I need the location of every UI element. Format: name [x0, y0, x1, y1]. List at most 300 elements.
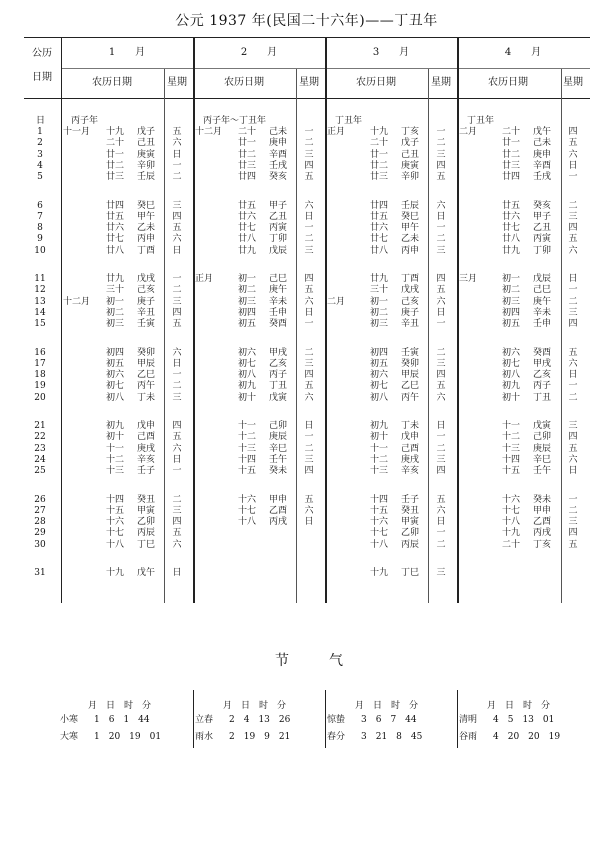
solar-term-name: 春分	[327, 732, 346, 742]
weekday: 五	[304, 285, 314, 296]
lunar-day: 廿五	[502, 200, 521, 211]
lunar-day: 廿三	[106, 172, 125, 183]
weekday: 日	[568, 466, 578, 477]
weekday: 一	[568, 172, 578, 183]
weekday: 一	[436, 432, 446, 443]
ganzhi: 甲申	[269, 494, 288, 505]
weekday: 一	[568, 285, 578, 296]
lunar-day: 十二	[370, 454, 389, 465]
lunar-day: 廿二	[370, 160, 389, 171]
weekday: 二	[304, 443, 314, 454]
lunar-day: 初八	[502, 370, 521, 381]
ganzhi: 丁卯	[533, 245, 552, 256]
weekday: 六	[304, 296, 314, 307]
ganzhi: 辛丑	[401, 319, 420, 330]
day-number: 23	[34, 443, 46, 454]
lunar-day: 初二	[106, 307, 125, 318]
lunar-day: 初一	[370, 296, 389, 307]
lunar-day: 初九	[238, 381, 257, 392]
day-number: 10	[34, 245, 46, 256]
day-number: 31	[34, 568, 46, 578]
ganzhi: 丁丑	[533, 392, 552, 403]
ganzhi: 乙巳	[137, 370, 156, 381]
ganzhi: 丁卯	[269, 234, 288, 245]
lunar-day: 初七	[106, 381, 125, 392]
day-number: 17	[34, 358, 46, 369]
ganzhi: 乙未	[401, 234, 420, 245]
solar-terms-header: 月 日 时 分	[355, 701, 419, 711]
lunar-day: 初四	[238, 307, 257, 318]
lunar-day: 初十	[238, 392, 257, 403]
ganzhi: 戊子	[137, 127, 156, 137]
weekday: 二	[436, 443, 446, 454]
nongli-header: 农历日期	[488, 77, 528, 88]
lunar-day: 十五	[502, 466, 521, 477]
ganzhi: 壬午	[269, 454, 288, 465]
weekday: 日	[172, 454, 182, 465]
ganzhi: 辛酉	[533, 160, 552, 171]
lunar-day: 廿九	[370, 274, 389, 284]
day-number: 6	[37, 200, 43, 211]
ganzhi: 癸亥	[533, 200, 552, 211]
ganzhi: 庚戌	[137, 443, 156, 454]
solar-term-name: 小寒	[60, 715, 79, 725]
ganzhi: 庚子	[137, 296, 156, 307]
lunar-month-label: 二月	[327, 296, 346, 307]
ganzhi: 甲寅	[137, 505, 156, 516]
ganzhi: 己巳	[533, 285, 552, 296]
ganzhi: 壬子	[137, 466, 156, 477]
lunar-day: 十四	[238, 454, 257, 465]
ganzhi: 壬申	[269, 307, 288, 318]
ganzhi: 癸酉	[269, 319, 288, 330]
weekday: 一	[436, 319, 446, 330]
lunar-day: 初四	[370, 347, 389, 358]
weekday: 五	[568, 234, 578, 245]
weekday: 四	[172, 517, 182, 528]
lunar-day: 十八	[370, 539, 389, 550]
ganzhi: 戊午	[533, 127, 552, 137]
ganzhi: 癸丑	[401, 505, 420, 516]
day-number: 11	[34, 274, 46, 284]
lunar-day: 二十	[106, 138, 125, 149]
lunar-day: 十三	[502, 443, 521, 454]
ganzhi: 乙卯	[137, 517, 156, 528]
lunar-day: 廿二	[238, 149, 257, 160]
ganzhi: 辛未	[533, 307, 552, 318]
ganzhi: 己亥	[137, 285, 156, 296]
solar-terms-title: 节气	[275, 653, 383, 669]
lunar-day: 十六	[106, 517, 125, 528]
ganzhi: 庚辰	[269, 432, 288, 443]
ganzhi: 丙寅	[533, 234, 552, 245]
lunar-day: 初六	[106, 370, 125, 381]
ganzhi: 丁亥	[533, 539, 552, 550]
lunar-day: 十七	[106, 528, 125, 539]
lunar-day: 廿七	[370, 234, 389, 245]
day-number: 15	[34, 319, 46, 330]
weekday: 四	[568, 528, 578, 539]
ganzhi: 癸巳	[137, 200, 156, 211]
nongli-header: 农历日期	[92, 77, 132, 88]
month-header-3: 3 月	[372, 47, 410, 58]
day-number: 30	[34, 539, 46, 550]
lunar-day: 初七	[238, 358, 257, 369]
ganzhi: 壬辰	[401, 200, 420, 211]
ganzhi: 辛亥	[137, 454, 156, 465]
lunar-day: 二十	[370, 138, 389, 149]
weekday: 三	[436, 454, 446, 465]
weekday: 五	[436, 285, 446, 296]
lunar-day: 十七	[370, 528, 389, 539]
lunar-day: 三十	[106, 285, 125, 296]
lunar-day: 十三	[370, 466, 389, 477]
weekday: 一	[568, 381, 578, 392]
lunar-day: 十七	[238, 505, 257, 516]
weekday: 日	[304, 421, 314, 431]
lunar-day: 初二	[238, 285, 257, 296]
lunar-day: 十四	[370, 494, 389, 505]
weekday: 三	[172, 392, 182, 403]
day-number: 13	[34, 296, 46, 307]
weekday: 一	[304, 432, 314, 443]
solar-term-name: 立春	[195, 715, 214, 725]
day-number: 16	[34, 347, 46, 358]
weekday-header: 星期	[563, 77, 583, 88]
nongli-header: 农历日期	[224, 77, 264, 88]
weekday: 四	[304, 370, 314, 381]
weekday: 四	[172, 421, 182, 431]
ganzhi: 甲辰	[137, 358, 156, 369]
lunar-day: 初二	[502, 285, 521, 296]
lunar-day: 初六	[238, 347, 257, 358]
lunar-day: 廿四	[370, 200, 389, 211]
lunar-day: 初三	[238, 296, 257, 307]
ganzhi: 乙巳	[401, 381, 420, 392]
ganzhi: 丙子	[269, 370, 288, 381]
weekday: 日	[304, 307, 314, 318]
weekday: 四	[304, 160, 314, 171]
weekday: 六	[172, 234, 182, 245]
lunar-day: 廿五	[106, 211, 125, 222]
lunar-day: 初四	[106, 347, 125, 358]
weekday: 三	[436, 358, 446, 369]
lunar-month-label: 十二月	[63, 296, 91, 307]
lunar-day: 廿一	[502, 138, 521, 149]
ganzhi: 庚辰	[533, 443, 552, 454]
lunar-month-label: 正月	[327, 127, 346, 137]
ganzhi: 甲寅	[401, 517, 420, 528]
ganzhi: 丁酉	[401, 274, 420, 284]
ganzhi: 戊戌	[401, 285, 420, 296]
ganzhi: 壬申	[533, 319, 552, 330]
solar-term-values: 3 21 8 45	[361, 732, 423, 742]
ganzhi: 庚寅	[137, 149, 156, 160]
lunar-day: 初十	[502, 392, 521, 403]
lunar-day: 初八	[106, 392, 125, 403]
ganzhi: 丁未	[137, 392, 156, 403]
lunar-day: 十二	[238, 432, 257, 443]
weekday: 五	[568, 443, 578, 454]
weekday: 日	[436, 307, 446, 318]
ganzhi: 辛未	[269, 296, 288, 307]
lunar-day: 初八	[370, 392, 389, 403]
ganzhi: 壬戌	[533, 172, 552, 183]
lunar-day: 廿八	[238, 234, 257, 245]
ganzhi: 丙子	[533, 381, 552, 392]
year-label: 丁丑年	[335, 116, 363, 126]
lunar-day: 十一	[106, 443, 125, 454]
lunar-day: 廿三	[502, 160, 521, 171]
lunar-day: 廿四	[238, 172, 257, 183]
weekday: 日	[172, 245, 182, 256]
ganzhi: 戊申	[137, 421, 156, 431]
lunar-day: 十三	[238, 443, 257, 454]
lunar-day: 十四	[106, 494, 125, 505]
weekday: 二	[172, 381, 182, 392]
ganzhi: 辛卯	[401, 172, 420, 183]
weekday: 二	[304, 347, 314, 358]
weekday: 二	[568, 200, 578, 211]
lunar-day: 十三	[106, 466, 125, 477]
lunar-day: 初五	[502, 319, 521, 330]
weekday: 二	[568, 505, 578, 516]
ganzhi: 乙丑	[533, 223, 552, 234]
ganzhi: 壬寅	[401, 347, 420, 358]
ganzhi: 丙午	[401, 392, 420, 403]
ganzhi: 壬辰	[137, 172, 156, 183]
lunar-day: 廿六	[238, 211, 257, 222]
ganzhi: 癸未	[269, 466, 288, 477]
ganzhi: 甲午	[137, 211, 156, 222]
lunar-day: 廿九	[238, 245, 257, 256]
lunar-month-label: 二月	[459, 127, 478, 137]
solar-terms-header: 月 日 时 分	[223, 701, 287, 711]
solar-term-values: 2 4 13 26	[229, 715, 291, 725]
weekday: 四	[568, 127, 578, 137]
weekday: 五	[304, 172, 314, 183]
weekday: 五	[172, 319, 182, 330]
ganzhi: 戊子	[401, 138, 420, 149]
ganzhi: 癸卯	[401, 358, 420, 369]
lunar-day: 三十	[370, 285, 389, 296]
lunar-day: 十二	[502, 432, 521, 443]
weekday: 六	[568, 245, 578, 256]
lunar-day: 廿五	[238, 200, 257, 211]
lunar-day: 廿七	[106, 234, 125, 245]
lunar-day: 初五	[106, 358, 125, 369]
weekday: 日	[172, 568, 182, 578]
weekday: 一	[436, 528, 446, 539]
lunar-month-label: 十一月	[63, 127, 91, 137]
weekday: 日	[436, 421, 446, 431]
day-number: 4	[37, 160, 43, 171]
ganzhi: 癸酉	[533, 347, 552, 358]
weekday: 一	[568, 494, 578, 505]
day-number: 24	[34, 454, 46, 465]
lunar-month-label: 三月	[459, 274, 478, 284]
weekday: 一	[172, 466, 182, 477]
lunar-day: 初七	[502, 358, 521, 369]
day-number: 20	[34, 392, 46, 403]
solar-term-name: 大寒	[60, 732, 79, 742]
solar-terms-header: 月 日 时 分	[487, 701, 551, 711]
day-number: 21	[34, 421, 46, 431]
weekday: 六	[436, 200, 446, 211]
weekday: 日	[436, 211, 446, 222]
lunar-day: 初三	[370, 319, 389, 330]
lunar-day: 廿六	[502, 211, 521, 222]
weekday: 六	[568, 454, 578, 465]
month-header-2: 2 月	[240, 47, 278, 58]
ganzhi: 丁巳	[137, 539, 156, 550]
weekday: 日	[436, 517, 446, 528]
ganzhi: 辛丑	[137, 307, 156, 318]
ganzhi: 丙午	[137, 381, 156, 392]
lunar-day: 十二	[106, 454, 125, 465]
lunar-day: 十一	[502, 421, 521, 431]
ganzhi: 庚午	[533, 296, 552, 307]
weekday: 四	[568, 432, 578, 443]
weekday: 日	[568, 370, 578, 381]
lunar-day: 初六	[370, 370, 389, 381]
weekday: 三	[304, 245, 314, 256]
lunar-day: 廿七	[502, 223, 521, 234]
weekday: 五	[304, 381, 314, 392]
ganzhi: 戊辰	[533, 274, 552, 284]
lunar-day: 初八	[238, 370, 257, 381]
day-number: 29	[34, 528, 46, 539]
year-label: 丙子年～丁丑年	[203, 116, 267, 126]
lunar-day: 初十	[106, 432, 125, 443]
weekday: 六	[304, 200, 314, 211]
lunar-day: 十五	[238, 466, 257, 477]
lunar-day: 初六	[502, 347, 521, 358]
lunar-day: 初一	[238, 274, 257, 284]
ganzhi: 己卯	[533, 432, 552, 443]
weekday-header: 星期	[299, 77, 319, 88]
weekday: 三	[172, 505, 182, 516]
day-number: 18	[34, 370, 46, 381]
lunar-day: 十七	[502, 505, 521, 516]
weekday: 一	[436, 127, 446, 137]
ganzhi: 己未	[533, 138, 552, 149]
weekday: 三	[304, 149, 314, 160]
lunar-day: 廿一	[238, 138, 257, 149]
weekday: 三	[568, 421, 578, 431]
lunar-day: 十四	[502, 454, 521, 465]
solar-term-values: 2 19 9 21	[229, 732, 291, 742]
weekday: 五	[568, 347, 578, 358]
weekday: 五	[172, 528, 182, 539]
weekday: 四	[304, 274, 314, 284]
ganzhi: 乙亥	[269, 358, 288, 369]
weekday: 四	[568, 223, 578, 234]
weekday: 日	[304, 211, 314, 222]
day-number: 28	[34, 517, 46, 528]
ganzhi: 甲午	[401, 223, 420, 234]
ganzhi: 庚寅	[401, 160, 420, 171]
day-number: 26	[34, 494, 46, 505]
lunar-day: 初四	[502, 307, 521, 318]
nongli-header: 农历日期	[356, 77, 396, 88]
ganzhi: 辛巳	[533, 454, 552, 465]
day-column-label: 日	[36, 116, 46, 126]
lunar-day: 十八	[238, 517, 257, 528]
weekday: 三	[304, 454, 314, 465]
weekday: 三	[568, 307, 578, 318]
ganzhi: 甲子	[269, 200, 288, 211]
solar-term-values: 1 20 19 01	[94, 732, 162, 742]
ganzhi: 己未	[269, 127, 288, 137]
day-number: 3	[37, 149, 43, 160]
weekday: 三	[436, 149, 446, 160]
ganzhi: 丙辰	[401, 539, 420, 550]
lunar-month-label: 正月	[195, 274, 214, 284]
weekday: 五	[436, 172, 446, 183]
weekday: 四	[436, 466, 446, 477]
weekday: 六	[436, 392, 446, 403]
lunar-day: 十九	[370, 568, 389, 578]
weekday: 一	[436, 223, 446, 234]
ganzhi: 庚申	[269, 138, 288, 149]
lunar-day: 初二	[370, 307, 389, 318]
lunar-day: 二十	[502, 539, 521, 550]
ganzhi: 癸卯	[137, 347, 156, 358]
day-number: 7	[37, 211, 43, 222]
ganzhi: 甲辰	[401, 370, 420, 381]
weekday: 日	[172, 358, 182, 369]
ganzhi: 癸亥	[269, 172, 288, 183]
ganzhi: 庚午	[269, 285, 288, 296]
day-number: 8	[37, 223, 43, 234]
lunar-day: 十六	[370, 517, 389, 528]
weekday: 二	[436, 138, 446, 149]
weekday: 二	[436, 234, 446, 245]
weekday: 四	[436, 370, 446, 381]
day-number: 25	[34, 466, 46, 477]
lunar-day: 初九	[502, 381, 521, 392]
solar-term-values: 3 6 7 44	[361, 715, 417, 725]
ganzhi: 庚申	[533, 149, 552, 160]
ganzhi: 甲子	[533, 211, 552, 222]
ganzhi: 乙酉	[533, 517, 552, 528]
ganzhi: 戊寅	[269, 392, 288, 403]
weekday: 一	[172, 370, 182, 381]
ganzhi: 庚戌	[401, 454, 420, 465]
lunar-day: 廿八	[370, 245, 389, 256]
ganzhi: 甲申	[533, 505, 552, 516]
lunar-day: 初九	[106, 421, 125, 431]
weekday: 二	[304, 234, 314, 245]
weekday: 六	[568, 149, 578, 160]
lunar-day: 廿八	[502, 234, 521, 245]
lunar-day: 廿五	[370, 211, 389, 222]
lunar-day: 十九	[502, 528, 521, 539]
weekday: 五	[172, 432, 182, 443]
ganzhi: 乙未	[137, 223, 156, 234]
lunar-day: 初三	[106, 319, 125, 330]
lunar-month-label: 十二月	[195, 127, 223, 137]
lunar-day: 初五	[238, 319, 257, 330]
ganzhi: 辛亥	[401, 466, 420, 477]
ganzhi: 己丑	[401, 149, 420, 160]
lunar-day: 十一	[238, 421, 257, 431]
ganzhi: 壬寅	[137, 319, 156, 330]
lunar-day: 廿二	[502, 149, 521, 160]
solar-term-values: 1 6 1 44	[94, 715, 150, 725]
weekday: 四	[172, 307, 182, 318]
